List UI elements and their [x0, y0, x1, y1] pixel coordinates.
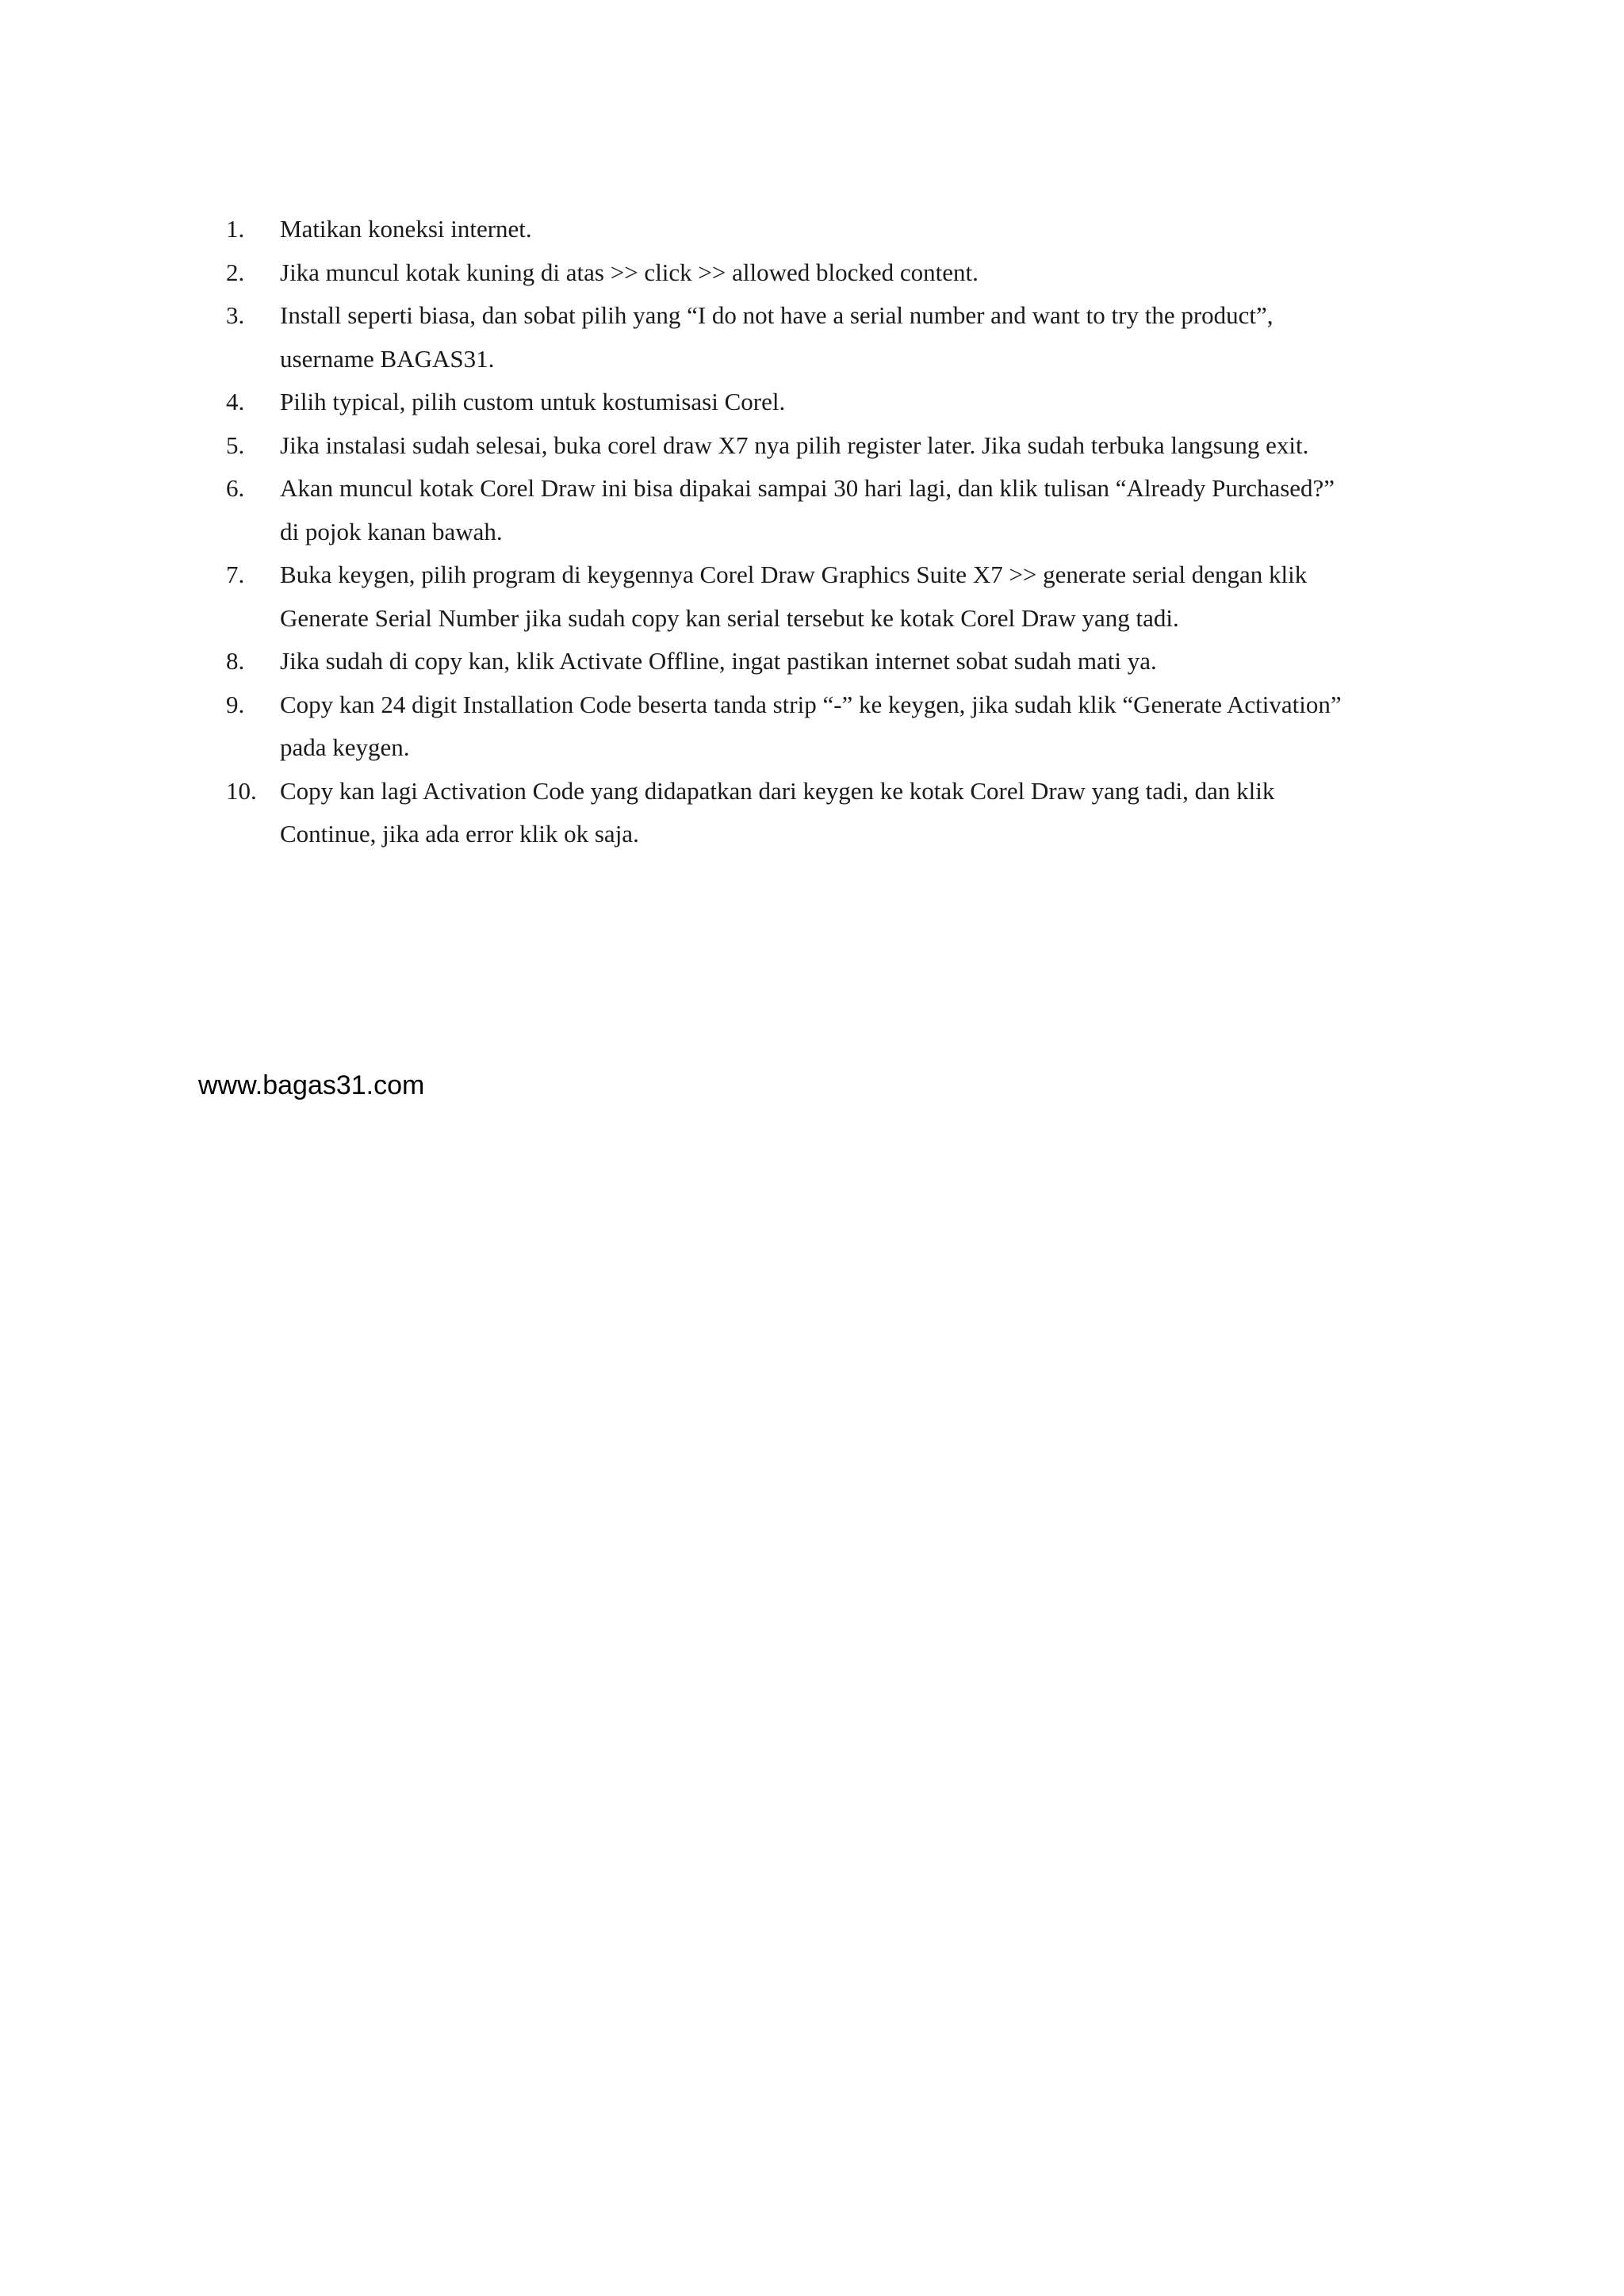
step-number: 3. — [226, 301, 245, 329]
step-number: 1. — [226, 215, 245, 243]
list-item — [226, 208, 1352, 251]
step-number: 5. — [226, 430, 245, 459]
list-item — [226, 424, 1352, 468]
list-item — [226, 640, 1352, 683]
instruction-list — [226, 208, 1352, 856]
step-number: 2. — [226, 258, 245, 286]
list-item — [226, 770, 1352, 856]
list-item — [226, 294, 1352, 381]
footer-url: www.bagas31.com — [198, 1070, 425, 1100]
step-text: Akan muncul kotak Corel Draw ini bisa dipakai sampai 30 hari lagi, dan klik tulisan “Already Purchased?” di pojok kanan bawah. — [280, 474, 1335, 545]
step-text: Pilih typical, pilih custom untuk kostumisasi Corel. — [280, 388, 786, 415]
step-text: Jika instalasi sudah selesai, buka corel draw X7 nya pilih register later. Jika sudah terbuka langsung exit. — [280, 430, 1309, 459]
list-item — [226, 381, 1352, 424]
step-text: Copy kan lagi Activation Code yang didapatkan dari keygen ke kotak Corel Draw yang tadi, dan klik Continue, jika ada error klik ok saja. — [280, 776, 1275, 848]
step-number: 9. — [226, 690, 245, 718]
step-number: 8. — [226, 647, 245, 675]
step-text: Install seperti biasa, dan sobat pilih yang “I do not have a serial number and want to try the product”, username BAGAS31. — [280, 301, 1274, 373]
step-text: Buka keygen, pilih program di keygennya Corel Draw Graphics Suite X7 >> generate serial dengan klik Generate Serial Number jika sudah copy kan serial tersebut ke kotak Corel Draw yang tadi. — [280, 561, 1308, 632]
list-item — [226, 467, 1352, 553]
step-number: 7. — [226, 561, 245, 588]
step-number: 10. — [226, 776, 257, 805]
list-item — [226, 553, 1352, 640]
step-text: Jika muncul kotak kuning di atas >> click >> allowed blocked content. — [280, 258, 979, 286]
step-text: Copy kan 24 digit Installation Code beserta tanda strip “-” ke keygen, jika sudah klik “Generate Activation” pada keygen. — [280, 690, 1342, 761]
list-item — [226, 683, 1352, 770]
step-number: 6. — [226, 474, 245, 502]
step-number: 4. — [226, 388, 245, 415]
step-text: Matikan koneksi internet. — [280, 215, 532, 243]
step-text: Jika sudah di copy kan, klik Activate Offline, ingat pastikan internet sobat sudah mati ya. — [280, 647, 1157, 675]
list-item — [226, 251, 1352, 295]
